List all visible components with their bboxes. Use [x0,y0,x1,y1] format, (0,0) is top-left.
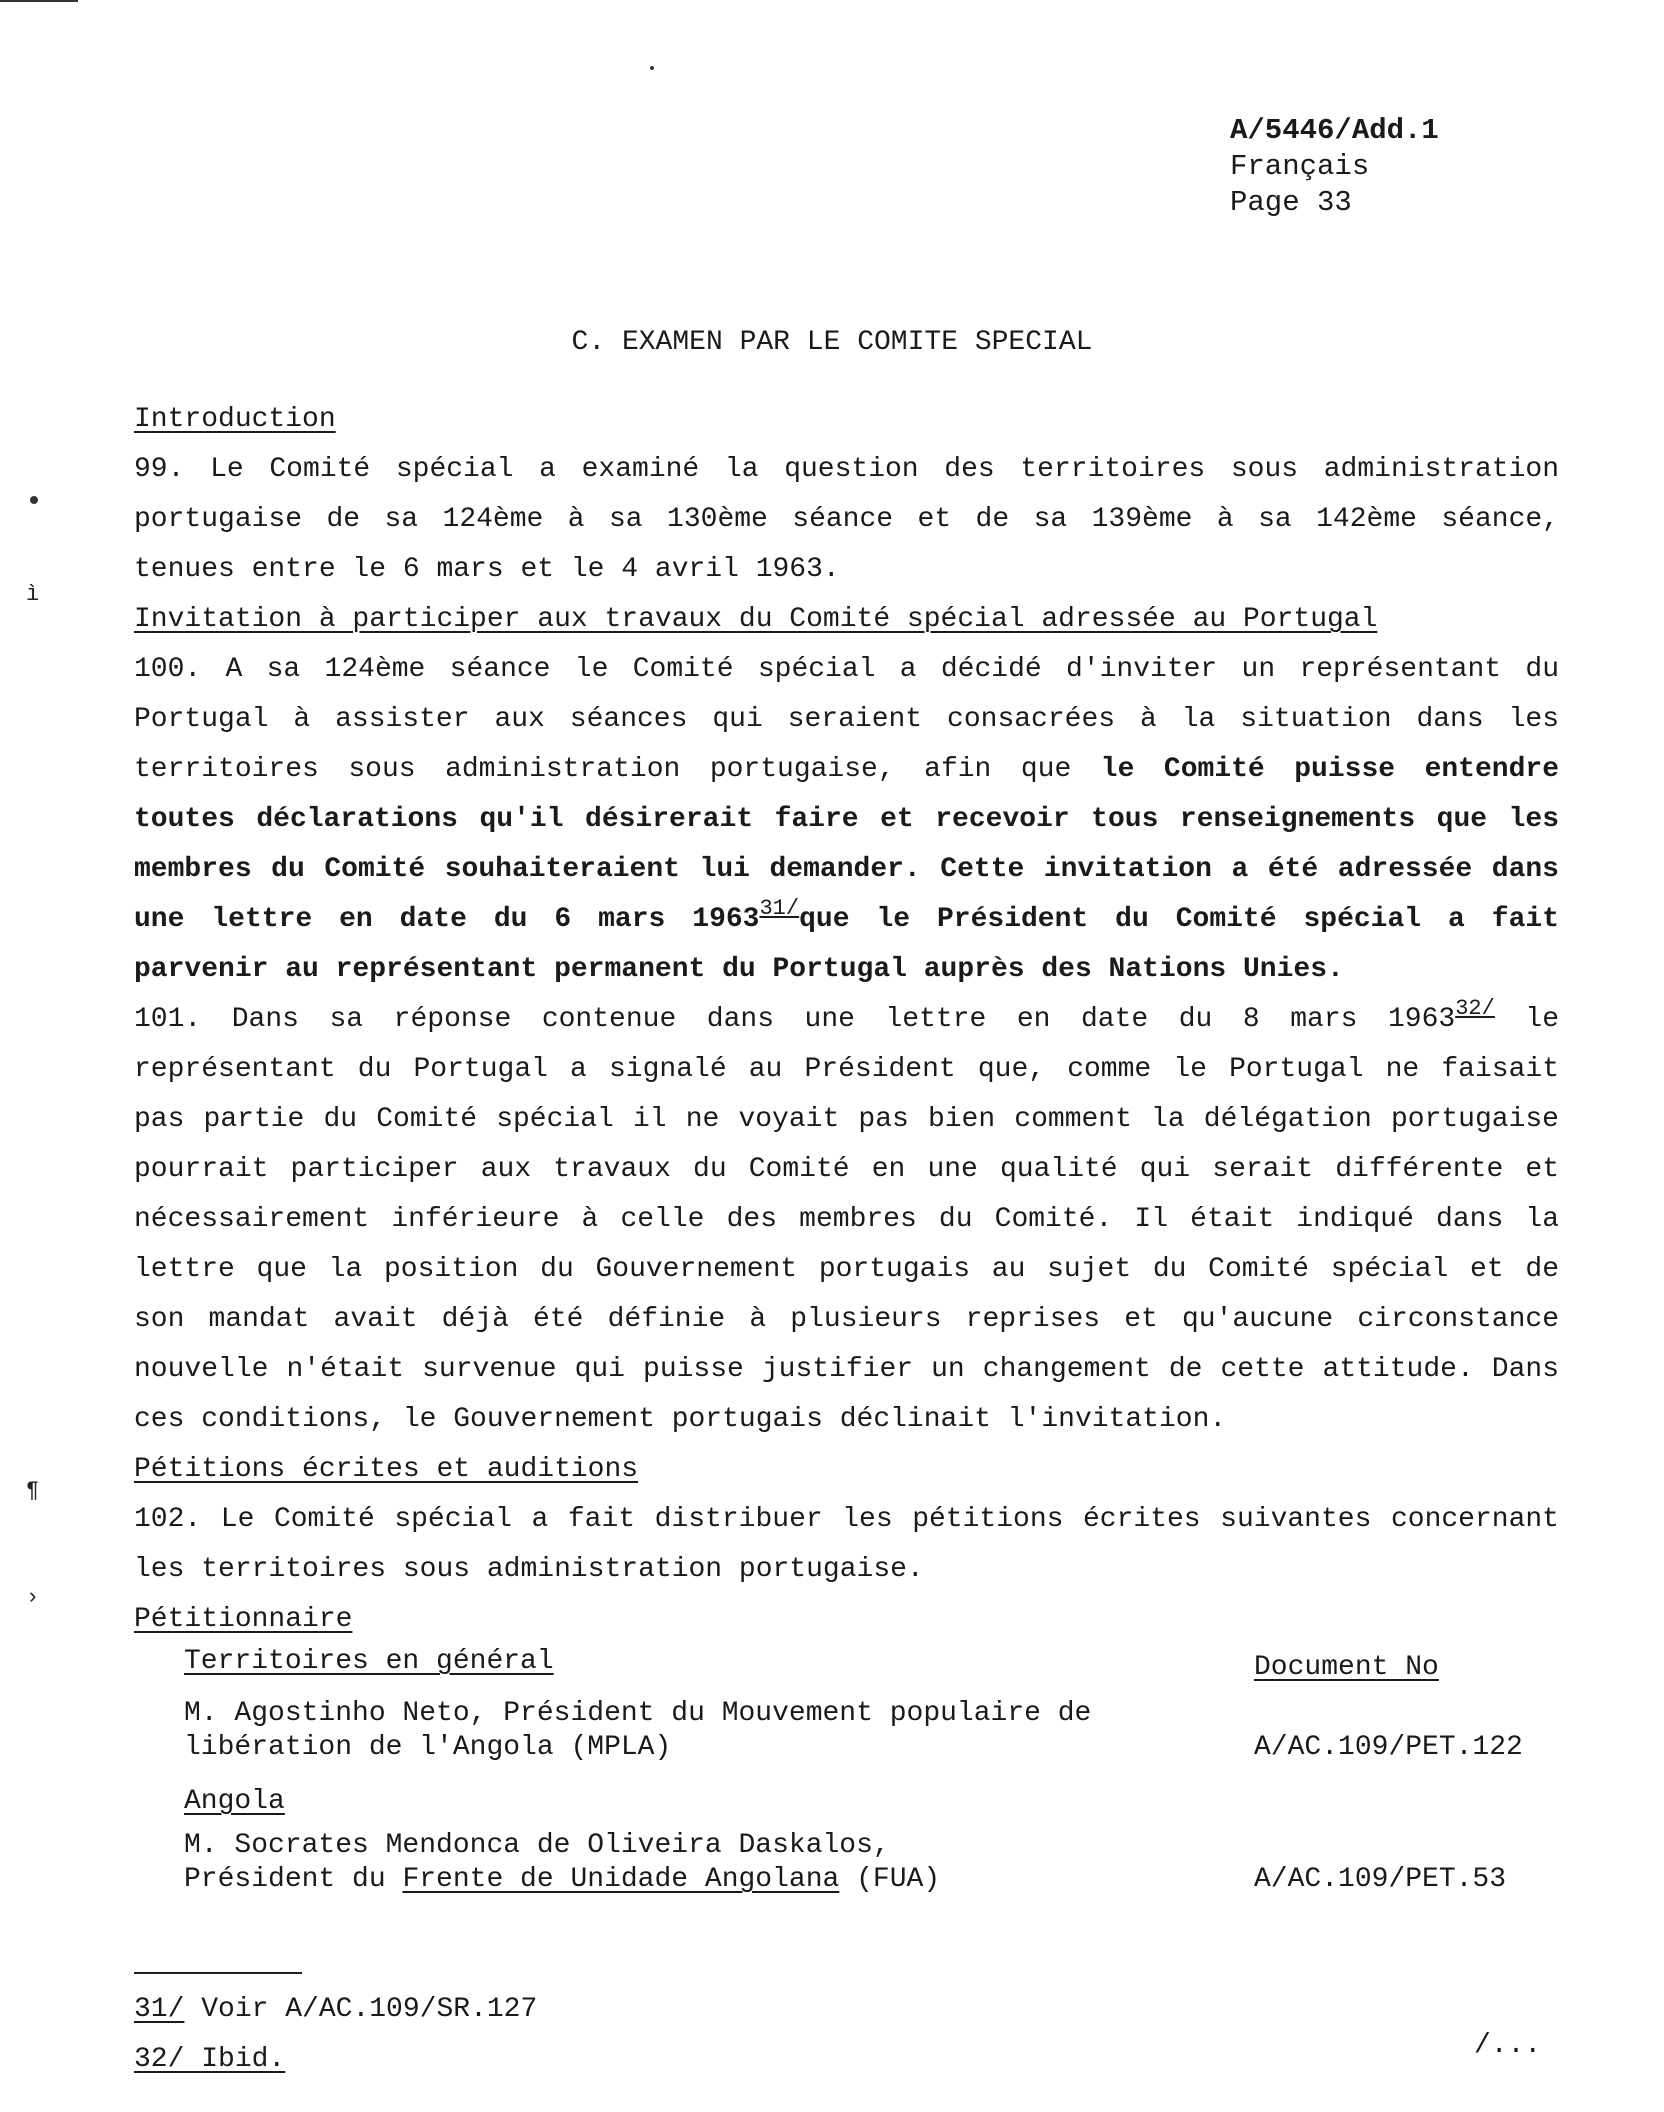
paragraph-100 [134,645,1559,995]
page-number: Page 33 [1230,186,1352,219]
document-symbol: A/5446/Add.1 [1230,114,1439,147]
section-title: C. EXAMEN PAR LE COMITE SPECIAL [571,327,1093,358]
footnote-text: Voir A/AC.109/SR.127 [184,1994,538,2025]
table-row [134,1829,1559,1897]
paragraph-100-part-c: que le Président du Comité spécial a fait parvenir au représentant permanent du Portugal auprès des Nations Unies. [134,904,1559,985]
paragraph-101-part-a: 101. Dans sa réponse contenue dans une lettre en date du 8 mars 1963 [134,1004,1456,1035]
petitioner-line-1: M. Socrates Mendonca de Oliveira Daskalos, [184,1830,890,1861]
footnote-mark: 31/ [134,1994,185,2025]
paragraph-99: 99. Le Comité spécial a examiné la question des territoires sous administration portugaise de sa 124ème à sa 130ème séance et de sa 139ème à sa 142ème séance, tenues entre le 6 mars et le 4 avril 1963. [134,454,1559,585]
petition-group-general [134,1645,1559,1697]
margin-mark: › [26,1585,40,1610]
footnote-rule [134,1972,302,1974]
continuation-mark: /... [1474,2030,1542,2061]
table-row [134,1697,1559,1765]
footnotes [134,1985,537,2085]
petitioner-title: Président du [184,1864,403,1895]
document-body [134,395,1559,1645]
footnote-mark: 32/ [134,2044,185,2075]
document-number: A/AC.109/PET.122 [1254,1732,1523,1763]
document-header [1230,113,1439,221]
petitioner-line-2 [184,1863,1184,1897]
organisation-acronym: (FUA) [839,1864,941,1895]
scan-speck [30,496,38,504]
paragraph-101-part-b: le représentant du Portugal a signalé au Président que, comme le Portugal ne faisait pas partie du Comité spécial il ne voyait pas bien comment la délégation portugaise pourrait participer aux travaux du Comité en une qualité qui serait différente et nécessairement inférieure à celle des membres du Comité. Il était indiqué dans la lettre que la position du Gouvernement portugais au sujet du Comité spécial et de son mandat avait déjà été définie à plusieurs reprises et qu'aucune circonstance nouvelle n'était survenue qui puisse justifier un changement de cette attitude. Dans ces conditions, le Gouvernement portugais déclinait l'invitation. [134,1004,1559,1435]
petitioner-line-2: libération de l'Angola (MPLA) [184,1732,672,1763]
petition-group-angola [134,1779,1559,1829]
footnote-text: Ibid. [184,2044,286,2075]
scan-speck [650,66,654,70]
group-heading: Territoires en général [184,1646,554,1677]
footnote-ref-32: 32/ [1455,996,1495,1021]
organisation-name: Frente de Unidade Angolana [402,1864,840,1895]
footnote-32 [134,2035,537,2085]
petitioner-line-1: M. Agostinho Neto, Président du Mouvement populaire de [184,1698,1092,1729]
margin-mark: ì [26,582,40,607]
document-language: Français [1230,150,1370,183]
document-number: A/AC.109/PET.53 [1254,1864,1507,1895]
heading-invitation: Invitation à participer aux travaux du Comité spécial adressée au Portugal [134,604,1378,635]
top-rule [0,0,78,2]
margin-mark: ¶ [26,1478,40,1503]
paragraph-100-part-b: le Comité puisse entendre toutes déclarations qu'il désirerait faire et recevoir tous renseignements que les membres du Comité souhaiteraient lui demander. Cette invitation a été adressée dans une lettre en date du 6 mars 1963 [134,754,1559,935]
petition-table [134,1645,1559,1897]
footnote-31 [134,1985,537,2035]
document-column-header: Document No [1254,1652,1439,1683]
group-heading: Angola [184,1786,285,1817]
heading-introduction: Introduction [134,404,336,435]
paragraph-100-part-a: 100. A sa 124ème séance le Comité spécial a décidé d'inviter un représentant du Portugal à assister aux séances qui seraient consacrées à la situation dans les territoires sous administration portugaise, afin que [134,654,1559,785]
paragraph-101 [134,995,1559,1445]
petitioner-label: Pétitionnaire [134,1604,353,1635]
paragraph-102: 102. Le Comité spécial a fait distribuer les pétitions écrites suivantes concernant les territoires sous administration portugaise. [134,1504,1559,1585]
heading-petitions: Pétitions écrites et auditions [134,1454,639,1485]
footnote-ref-31: 31/ [759,896,800,921]
